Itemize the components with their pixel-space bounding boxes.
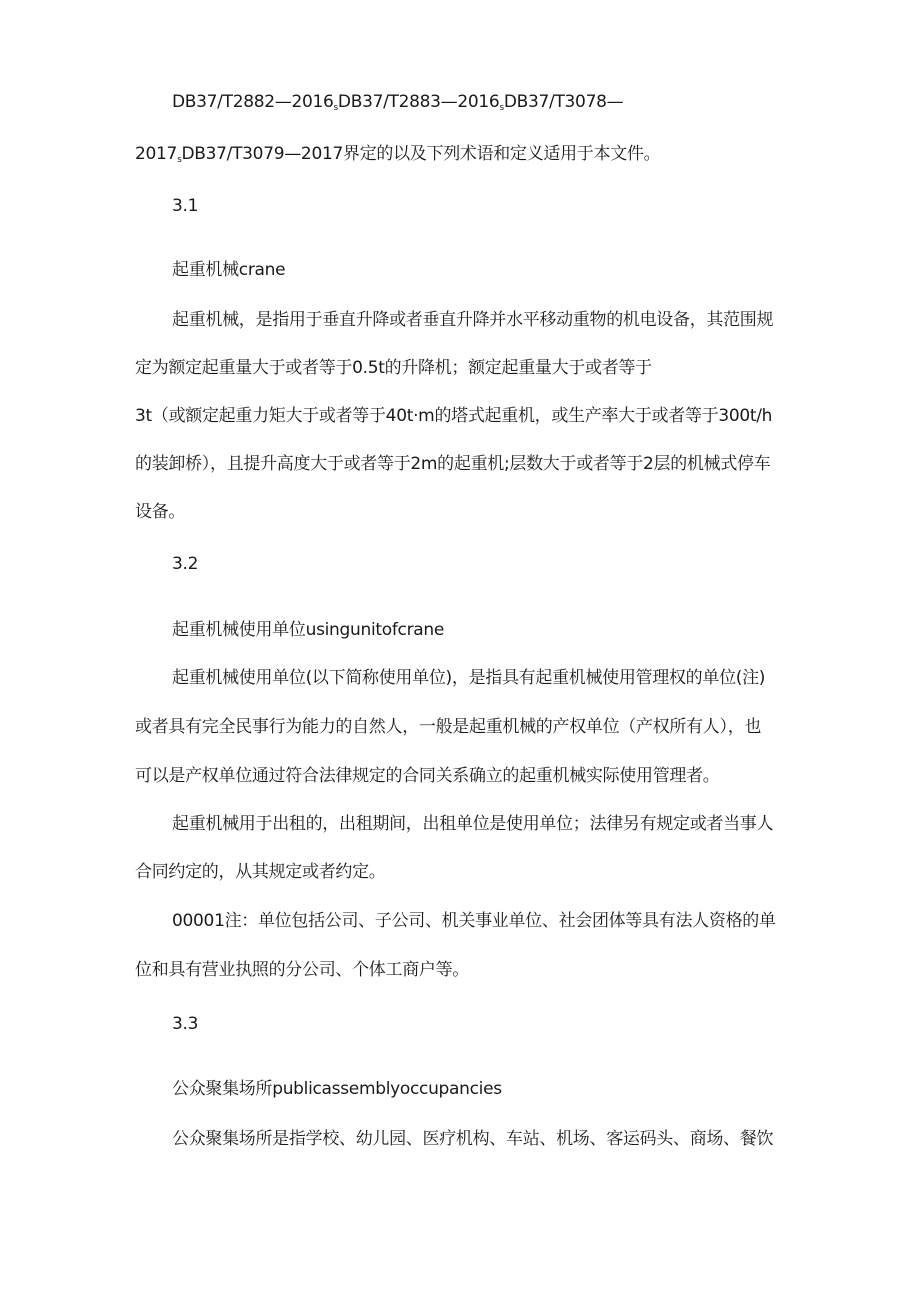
paragraph-line: 起重机械，是指用于垂直升降或者垂直升降并水平移动重物的机电设备，其范围规: [172, 310, 774, 330]
standard-ref: DB37/T2883—2016: [337, 92, 500, 112]
intro-line-1: [172, 91, 623, 119]
paragraph-line: 的装卸桥），且提升高度大于或者等于2m的起重机;层数大于或者等于2层的机械式停车: [135, 454, 771, 474]
paragraph-line: 3t（或额定起重力矩大于或者等于40t·m的塔式起重机，或生产率大于或者等于300t/h: [135, 406, 773, 426]
section-number: 3.2: [172, 554, 199, 574]
note-line: 位和具有营业执照的分公司、个体工商户等。: [135, 960, 469, 980]
separator-mark: s: [499, 103, 504, 113]
paragraph-line: 可以是产权单位通过符合法律规定的合同关系确立的起重机械实际使用管理者。: [135, 766, 720, 786]
standard-ref: DB37/T3078—: [503, 92, 624, 112]
separator-mark: s: [333, 103, 338, 113]
note-line: 00001注：单位包括公司、子公司、机关事业单位、社会团体等具有法人资格的单: [172, 911, 776, 931]
standard-ref: DB37/T2882—2016: [172, 92, 334, 112]
paragraph-line: 设备。: [135, 502, 186, 522]
paragraph-line: 或者具有完全民事行为能力的自然人，一般是起重机械的产权单位（产权所有人），也: [135, 717, 762, 737]
separator-mark: s: [177, 155, 182, 165]
paragraph-line: 起重机械用于出租的，出租期间，出租单位是使用单位；法律另有规定或者当事人: [172, 814, 774, 834]
intro-text: DB37/T3079—2017界定的以及下列术语和定义适用于本文件。: [181, 144, 661, 164]
paragraph-line: 合同约定的，从其规定或者约定。: [135, 862, 386, 882]
paragraph-line: 定为额定起重量大于或者等于0.5t的升降机；额定起重量大于或者等于: [135, 358, 652, 378]
section-number: 3.1: [172, 196, 199, 216]
standard-year: 2017: [135, 144, 178, 164]
paragraph-line: 起重机械使用单位(以下简称使用单位)，是指具有起重机械使用管理权的单位(注): [172, 668, 766, 688]
term-heading: 起重机械crane: [172, 260, 286, 280]
term-heading: 公众聚集场所publicassemblyoccupancies: [172, 1079, 502, 1099]
intro-line-2: [135, 143, 660, 171]
term-heading: 起重机械使用单位usingunitofcrane: [172, 620, 445, 640]
section-number: 3.3: [172, 1014, 199, 1034]
paragraph-line: 公众聚集场所是指学校、幼儿园、医疗机构、车站、机场、客运码头、商场、餐饮: [172, 1129, 774, 1149]
